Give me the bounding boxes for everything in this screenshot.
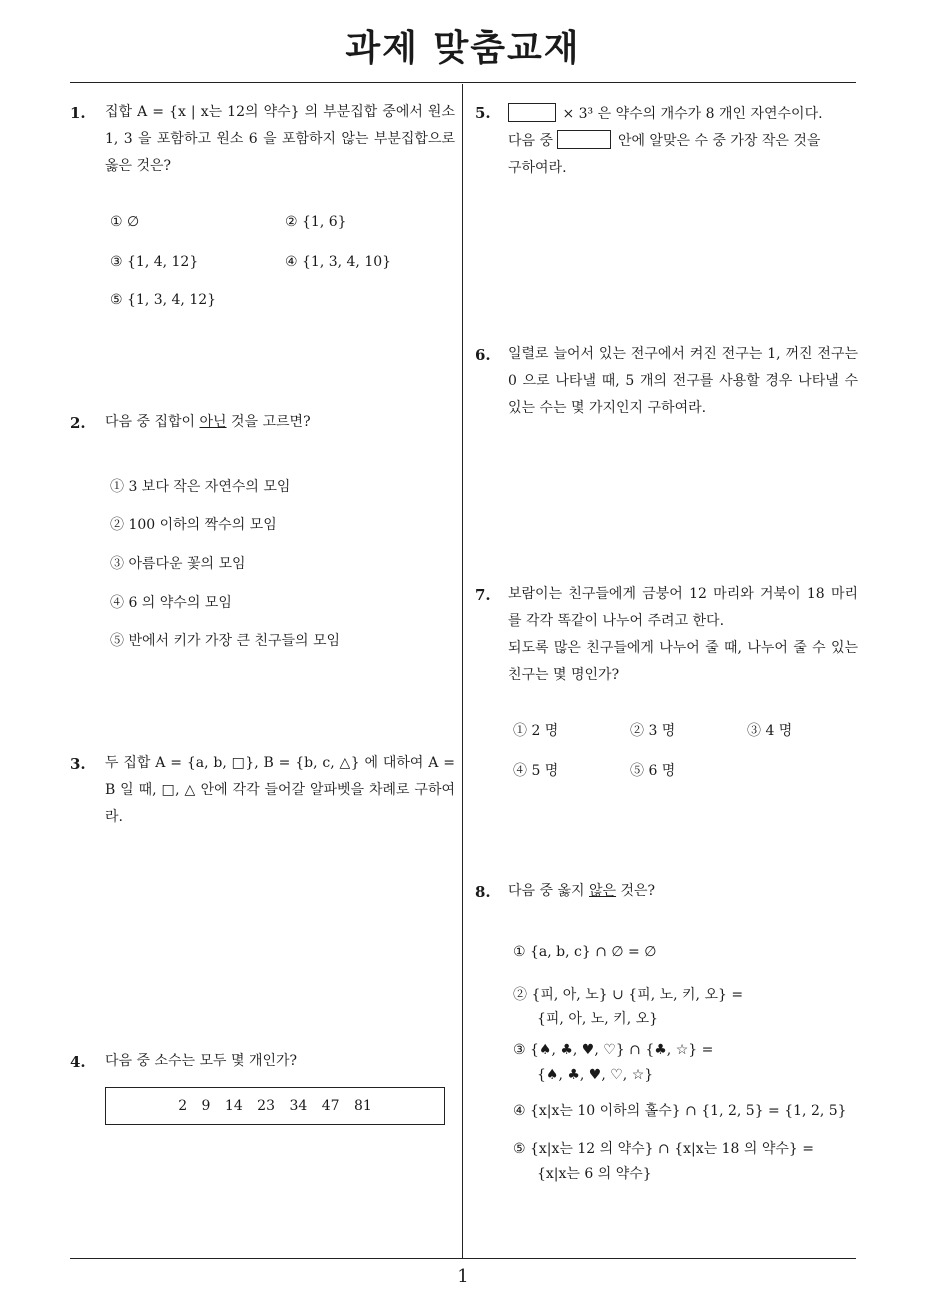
question-number: 7.	[475, 586, 491, 604]
answer-blank-box	[508, 103, 556, 122]
underlined-word: 않은	[588, 883, 617, 899]
page-number: 1	[457, 1266, 469, 1287]
question-number: 2.	[70, 414, 86, 432]
question-number: 3.	[70, 755, 86, 773]
column-divider	[462, 84, 463, 1258]
option-3-continued: {♠, ♣, ♥, ♡, ☆}	[537, 1067, 654, 1083]
question-number: 1.	[70, 104, 86, 122]
question-text: × 3³ 은 약수의 개수가 8 개인 자연수이다. 다음 중 안에 알맞은 수 중 가장 작은 것을 구하여라.	[508, 101, 858, 182]
question-text: 다음 중 집합이 아닌 것을 고르면?	[105, 414, 311, 430]
option-5[interactable]: ⑤ 반에서 키가 가장 큰 친구들의 모임	[110, 633, 341, 649]
option-4[interactable]: ④ 5 명	[513, 763, 559, 779]
option-2[interactable]: ② 3 명	[630, 723, 676, 739]
option-2[interactable]: ② {피, 아, 노} ∪ {피, 노, 키, 오} =	[513, 987, 744, 1003]
footer-divider	[70, 1258, 856, 1259]
option-4[interactable]: ④ {x|x는 10 이하의 홀수} ∩ {1, 2, 5} = {1, 2, 5}	[513, 1103, 847, 1119]
option-1[interactable]: ① ∅	[110, 214, 140, 230]
question-text: 집합 A = {x | x는 12의 약수} 의 부분집합 중에서 원소 1, 3 을 포함하고 원소 6 을 포함하지 않는 부분집합으로 옳은 것은?	[105, 104, 455, 174]
option-5-continued: {x|x는 6 의 약수}	[537, 1166, 652, 1182]
underlined-word: 아닌	[199, 414, 227, 430]
option-2-continued: {피, 아, 노, 키, 오}	[537, 1011, 659, 1027]
question-number: 6.	[475, 346, 491, 364]
option-3[interactable]: ③ {1, 4, 12}	[110, 254, 199, 270]
question-text: 일렬로 늘어서 있는 전구에서 켜진 전구는 1, 꺼진 전구는 0 으로 나타낼 때, 5 개의 전구를 사용할 경우 나타낼 수 있는 수는 몇 가지인지 구하여라.	[508, 346, 858, 416]
question-number: 8.	[475, 883, 491, 901]
option-3[interactable]: ③ 아름다운 꽃의 모임	[110, 556, 246, 572]
header-divider	[70, 82, 856, 83]
option-3[interactable]: ③ 4 명	[747, 723, 793, 739]
option-5[interactable]: ⑤ {1, 3, 4, 12}	[110, 292, 217, 308]
question-text: 다음 중 옳지 않은 것은?	[508, 883, 656, 899]
question-number: 4.	[70, 1053, 86, 1071]
question-text: 다음 중 소수는 모두 몇 개인가?	[105, 1053, 298, 1069]
question-number: 5.	[475, 104, 491, 122]
option-4[interactable]: ④ 6 의 약수의 모임	[110, 595, 232, 611]
page-title: 과제 맞춤교재	[345, 28, 581, 69]
option-1[interactable]: ① 2 명	[513, 723, 559, 739]
option-4[interactable]: ④ {1, 3, 4, 10}	[285, 254, 392, 270]
number-list-box: 2 9 14 23 34 47 81	[105, 1087, 445, 1125]
option-1[interactable]: ① 3 보다 작은 자연수의 모임	[110, 479, 291, 495]
option-2[interactable]: ② 100 이하의 짝수의 모임	[110, 517, 277, 533]
option-3[interactable]: ③ {♠, ♣, ♥, ♡} ∩ {♣, ☆} =	[513, 1042, 714, 1058]
question-text: 보람이는 친구들에게 금붕어 12 마리와 거북이 18 마리를 각각 똑같이 나누어 주려고 한다. 되도록 많은 친구들에게 나누어 줄 때, 나누어 줄 수 있는 친구는 몇 명인가?	[508, 586, 858, 683]
answer-blank-box	[557, 130, 611, 149]
option-2[interactable]: ② {1, 6}	[285, 214, 347, 230]
question-text: 두 집합 A = {a, b, □}, B = {b, c, △} 에 대하여 A = B 일 때, □, △ 안에 각각 들어갈 알파벳을 차례로 구하여라.	[105, 755, 455, 825]
option-1[interactable]: ① {a, b, c} ∩ ∅ = ∅	[513, 944, 657, 960]
option-5[interactable]: ⑤ 6 명	[630, 763, 676, 779]
option-5[interactable]: ⑤ {x|x는 12 의 약수} ∩ {x|x는 18 의 약수} =	[513, 1141, 814, 1157]
